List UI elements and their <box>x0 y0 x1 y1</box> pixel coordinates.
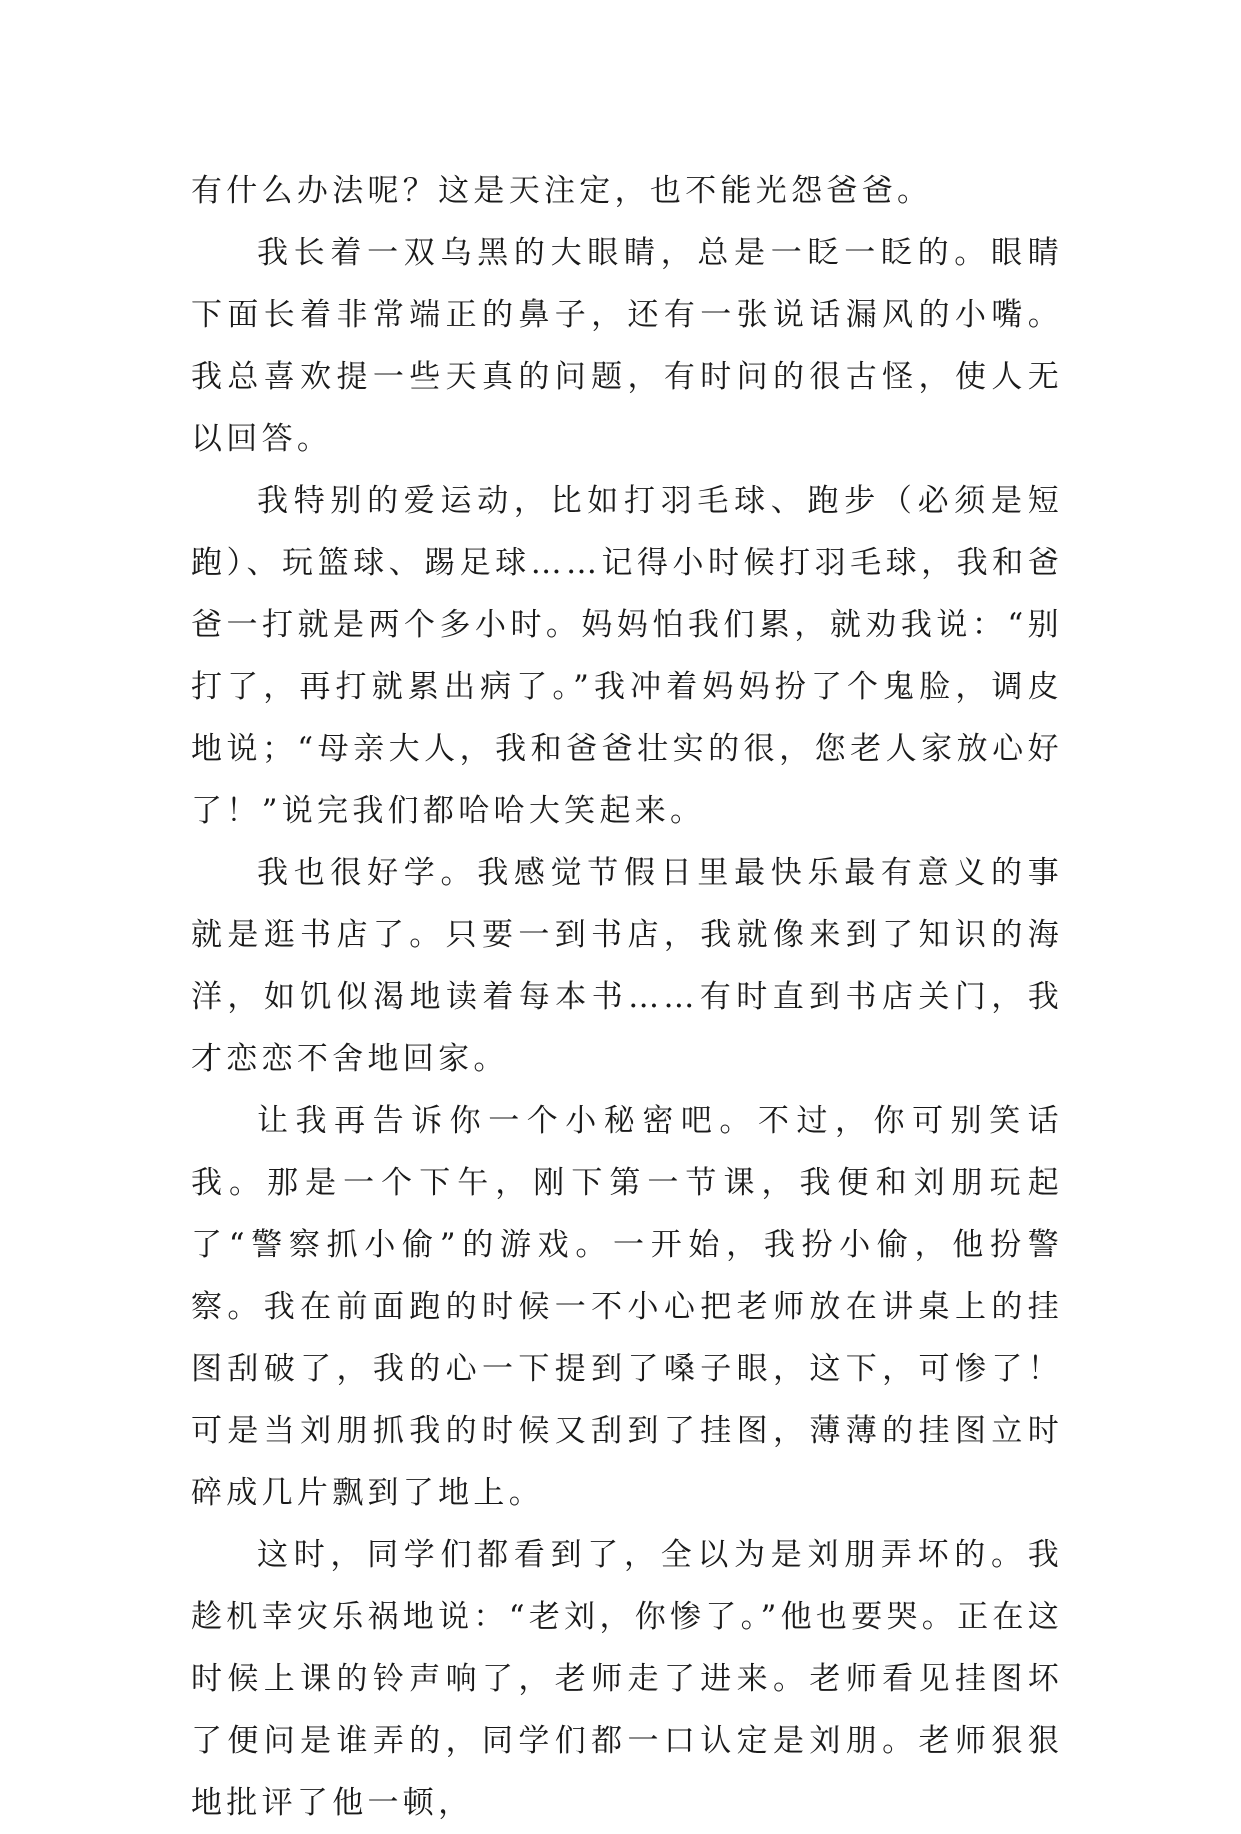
paragraph-classroom: 这时，同学们都看到了，全以为是刘朋弄坏的。我趁机幸灾乐祸地说：“老刘，你惨了。”他也要哭。正在这时候上课的铃声响了，老师走了进来。老师看见挂图坏了便问是谁弄的，同学们都一口认定是刘朋。老师狠狠地批评了他一顿， <box>191 1537 1063 1821</box>
paragraph-continuation: 有什么办法呢？这是天注定，也不能光怨爸爸。 <box>191 173 933 209</box>
paragraph-eyes: 我长着一双乌黑的大眼睛，总是一眨一眨的。眼睛下面长着非常端正的鼻子，还有一张说话漏风的小嘴。我总喜欢提一些天真的问题，有时问的很古怪，使人无以回答。 <box>191 235 1063 457</box>
body-text <box>191 160 1063 1834</box>
paragraph-bookstore: 我也很好学。我感觉节假日里最快乐最有意义的事就是逛书店了。只要一到书店，我就像来到了知识的海洋，如饥似渴地读着每本书……有时直到书店关门，我才恋恋不舍地回家。 <box>191 855 1063 1077</box>
paragraph-secret: 让我再告诉你一个小秘密吧。不过，你可别笑话我。那是一个下午，刚下第一节课，我便和刘朋玩起了“警察抓小偷”的游戏。一开始，我扮小偷，他扮警察。我在前面跑的时候一不小心把老师放在讲桌上的挂图刮破了，我的心一下提到了嗓子眼，这下，可惨了！可是当刘朋抓我的时候又刮到了挂图，薄薄的挂图立时碎成几片飘到了地上。 <box>191 1103 1063 1511</box>
paragraph-sports: 我特别的爱运动，比如打羽毛球、跑步（必须是短跑）、玩篮球、踢足球……记得小时候打羽毛球，我和爸爸一打就是两个多小时。妈妈怕我们累，就劝我说：“别打了，再打就累出病了。”我冲着妈妈扮了个鬼脸，调皮地说；“母亲大人，我和爸爸壮实的很，您老人家放心好了！”说完我们都哈哈大笑起来。 <box>191 483 1063 829</box>
